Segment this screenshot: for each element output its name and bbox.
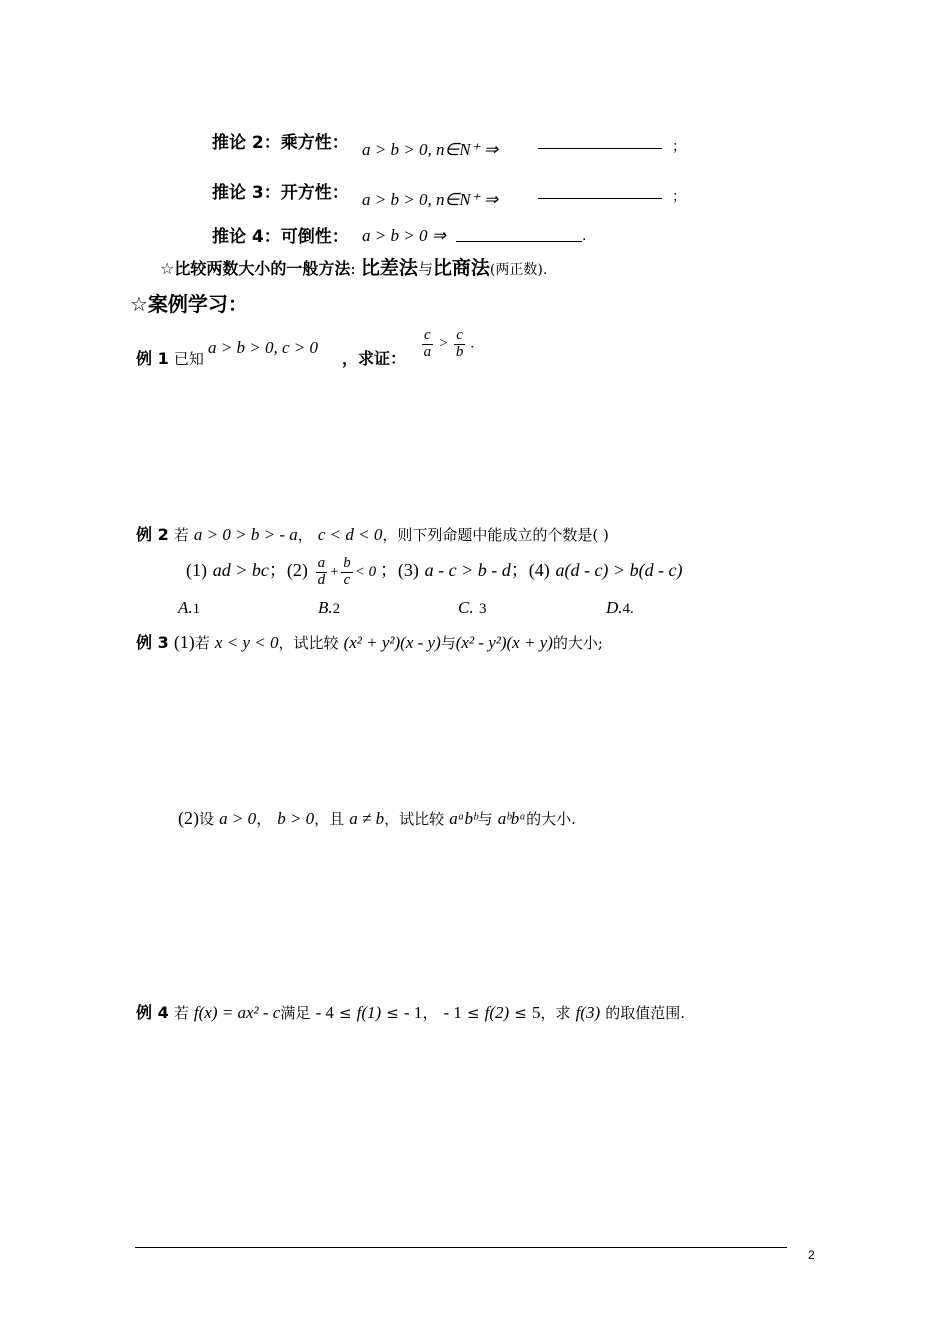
ex1-known: 已知 [173,350,204,368]
corollary-3-label: 推论 3：开方性： [212,183,349,203]
ex1-inequality: $\frac{c}{a}$ > $\frac{c}{b}$ . [423,327,475,360]
ex3-q2-e2: aᵇbᵃ [497,809,527,828]
footer-divider [135,1247,787,1248]
method-mid: 与 [417,260,433,278]
ex2-prop4: a(d - c) > b(d - c) [555,560,683,580]
ex2-option-a[interactable]: A.1 [178,598,201,617]
corollary-3-blank [538,192,662,199]
ex2-label: 例 2 [136,525,169,544]
ex2-option-d[interactable]: D.4. [606,598,634,617]
method-line [160,253,547,280]
corollary-4-blank [456,236,582,242]
ex2-option-b[interactable]: B.2 [318,598,341,617]
corollary-4 [212,222,349,247]
ex3-q2-e1: aᵃbᵇ [449,809,478,828]
ex2-question: ，则下列命题中能成立的个数是( ) [382,526,609,544]
ex3-line1: 例 3 (1)若 x < y < 0，试比较 (x² + y²)(x - y)与(x² - y²)(x + y)的大小; [136,632,603,652]
corollary-2-label: 推论 2：乘方性： [212,133,349,153]
page-number: 2 [808,1248,815,1262]
corollary-2-blank [538,142,662,149]
corollary-4-end: . [582,228,587,244]
ex1-frac1: $\frac{c}{a}$ [423,327,432,360]
ex2-cond2: c < d < 0 [317,525,383,544]
ex2-line: 例 2 若 a > 0 > b > - a， c < d < 0，则下列命题中能成立的个数是( ) [136,525,609,544]
ex1-cond: a > b > 0, c > 0 [208,338,318,357]
ex1-gt: > [438,335,449,352]
ex2-prop3: a - c > b - d [424,560,511,580]
ex2-prop2: $\frac{a}{d}$ + $\frac{b}{c}$ < 0 [317,555,377,589]
ex2-if: 若 [173,526,189,544]
ex2-propositions: (1) ad > bc；(2) $\frac{a}{d}$ + $\frac{b}{c}$ < 0 ；(3) a - c > b - d；(4) a(d - c) > b(d - c) [186,555,683,589]
corollary-2-end: ； [672,139,686,155]
method-prefix: ☆比较两数大小的一般方法 [160,259,351,278]
ex2-prop1: ad > bc [212,560,269,580]
ex3-q2-c2: b > 0 [277,809,315,828]
corollary-3-end: ； [672,189,686,205]
ex2-cond1: a > 0 > b > - a [193,525,298,544]
ex1-label: 例 1 [136,349,169,368]
corollary-4-formula: a > b > 0 ⇒ [362,226,446,245]
ex1-line [136,346,204,369]
corollary-3-formula: a > b > 0, n∈N⁺ ⇒ [362,190,499,209]
ex3-label: 例 3 [136,633,169,652]
corollary-2-formula: a > b > 0, n∈N⁺ ⇒ [362,140,499,159]
ex3-line2: (2)设 a > 0， b > 0，且 a ≠ b，试比较 aᵃbᵇ与 aᵇbᵃ的大小. [178,808,576,828]
section-title: ☆案例学习： [130,292,248,316]
ex4-func: f(x) = ax² - c [193,1003,281,1022]
ex2-option-c[interactable]: C. 3 [458,598,487,617]
corollary-3 [212,178,349,203]
ex3-q1-expr2: (x² - y²)(x + y) [455,633,553,652]
method-diff: 比差法 [360,257,418,279]
ex3-q1-cond: x < y < 0 [214,633,279,652]
ex4-line: 例 4 若 f(x) = ax² - c满足 - 4 ≤ f(1) ≤ - 1， - 1 ≤ f(2) ≤ 5，求 f(3) 的取值范围. [136,1003,685,1022]
corollary-2 [212,128,349,153]
method-colon: : [350,259,356,278]
ex3-q2-c1: a > 0 [219,809,257,828]
ex1-frac2: $\frac{c}{b}$ [455,327,464,360]
ex1-prove: ，求证： [342,349,407,368]
ex3-q2-c3: a ≠ b [349,809,385,828]
ex3-q1-expr1: (x² + y²)(x - y) [343,633,441,652]
ex4-label: 例 4 [136,1003,169,1022]
ex4-target: f(3) [575,1003,601,1022]
corollary-4-label: 推论 4：可倒性： [212,227,349,247]
method-ratio: 比商法 [432,257,490,279]
method-note: (两正数). [489,262,548,278]
